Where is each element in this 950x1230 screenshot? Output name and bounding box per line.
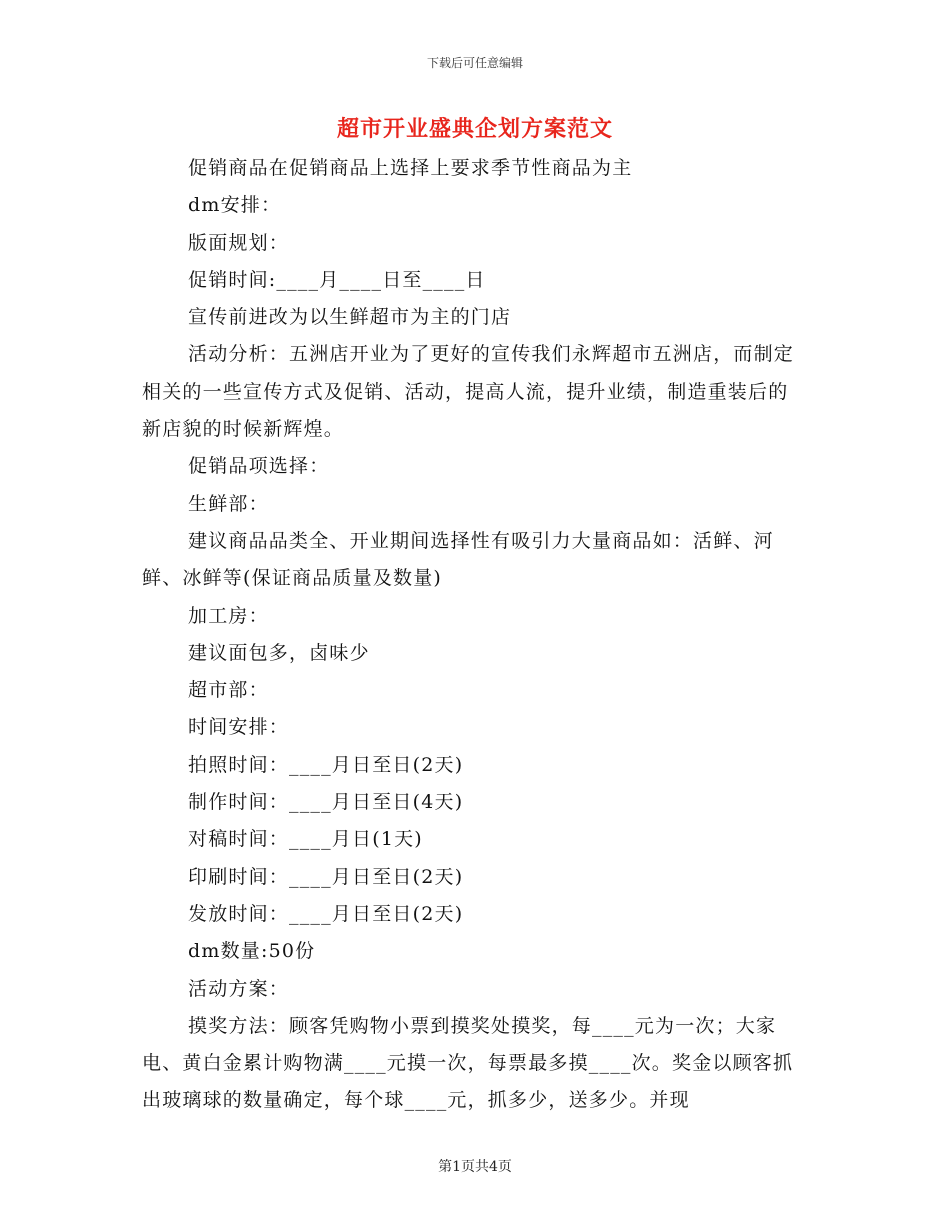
paragraph: dm数量:50份	[188, 940, 316, 963]
paragraph: 促销商品在促销商品上选择上要求季节性商品为主	[188, 157, 633, 179]
paragraph: 对稿时间：____月日(1天)	[188, 828, 423, 851]
paragraph: 活动方案：	[188, 977, 290, 1000]
page-number: 第1页共4页	[438, 1159, 512, 1175]
paragraph: 发放时间：____月日至日(2天)	[188, 902, 464, 925]
paragraph: 促销品项选择：	[188, 455, 330, 478]
paragraph: 超市部：	[188, 679, 269, 702]
paragraph: dm安排：	[188, 194, 282, 217]
paragraph: 生鲜部：	[188, 492, 269, 515]
document-body	[142, 150, 796, 1120]
paragraph: 活动分析：五洲店开业为了更好的宣传我们永辉超市五洲店，而制定相关的一些宣传方式及促销、活动，提高人流，提升业绩，制造重装后的新店貌的时候新辉煌。	[142, 343, 795, 441]
paragraph: 印刷时间：____月日至日(2天)	[188, 865, 464, 888]
paragraph: 建议商品品类全、开业期间选择性有吸引力大量商品如：活鲜、河鲜、冰鲜等(保证商品质量及数量)	[142, 529, 774, 590]
paragraph: 版面规划：	[188, 231, 290, 254]
paragraph: 加工房：	[188, 604, 269, 627]
paragraph: 时间安排：	[188, 716, 290, 739]
paragraph: 拍照时间：____月日至日(2天)	[188, 753, 464, 776]
paragraph: 摸奖方法：顾客凭购物小票到摸奖处摸奖，每____元为一次；大家电、黄白金累计购物满____元摸一次，每票最多摸____次。奖金以顾客抓出玻璃球的数量确定，每个球____元，抓多少，送多少。并现	[142, 1014, 794, 1112]
paragraph: 促销时间:____月____日至____日	[188, 268, 486, 291]
paragraph: 宣传前进改为以生鲜超市为主的门店	[188, 306, 512, 329]
paragraph: 制作时间：____月日至日(4天)	[188, 791, 464, 814]
document-title: 超市开业盛典企划方案范文	[336, 116, 613, 142]
page-header-note: 下载后可任意编辑	[426, 56, 523, 70]
paragraph: 建议面包多，卤味少	[188, 641, 370, 664]
